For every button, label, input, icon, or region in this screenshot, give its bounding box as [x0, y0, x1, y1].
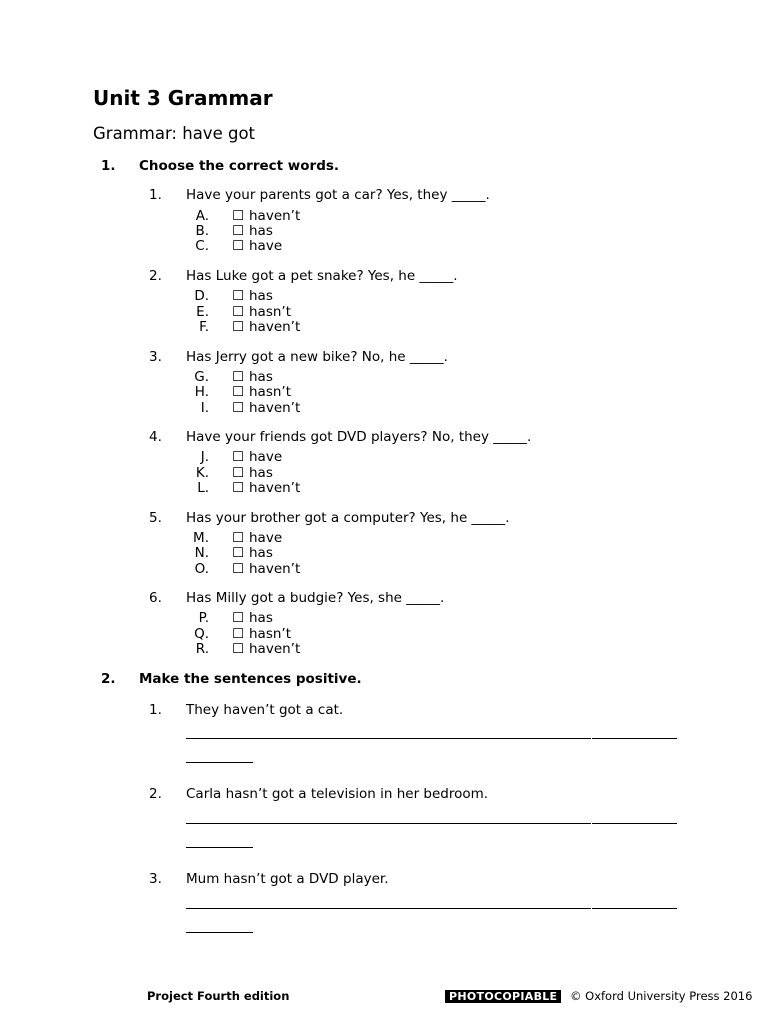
checkbox[interactable]: ☐	[232, 304, 245, 320]
option-letter: B.	[195, 223, 209, 239]
option-text: haven’t	[249, 641, 301, 657]
checkbox[interactable]: ☐	[232, 561, 245, 577]
checkbox[interactable]: ☐	[232, 641, 245, 657]
option-text: hasn’t	[249, 304, 292, 320]
answer-line[interactable]	[592, 908, 677, 909]
option-text: has	[249, 223, 273, 239]
option-letter: L.	[197, 480, 209, 496]
checkbox[interactable]: ☐	[232, 238, 245, 254]
option-letter: M.	[193, 530, 209, 546]
question-number: 4.	[149, 429, 162, 445]
option-letter: N.	[194, 545, 209, 561]
section-2-instruction: Make the sentences positive.	[139, 671, 362, 687]
checkbox[interactable]: ☐	[232, 223, 245, 239]
option-text: has	[249, 288, 273, 304]
option-letter: A.	[195, 208, 209, 224]
option-letter: J.	[200, 449, 209, 465]
option-text: has	[249, 369, 273, 385]
option-text: have	[249, 238, 283, 254]
option-letter: F.	[199, 319, 209, 335]
option-text: haven’t	[249, 319, 301, 335]
option-letter: G.	[194, 369, 209, 385]
question-number: 5.	[149, 510, 162, 526]
option-letter: Q.	[194, 626, 209, 642]
checkbox[interactable]: ☐	[232, 530, 245, 546]
checkbox[interactable]: ☐	[232, 449, 245, 465]
question-text: Mum hasn’t got a DVD player.	[186, 871, 389, 887]
option-letter: C.	[195, 238, 209, 254]
question-text: Has Luke got a pet snake? Yes, he _____.	[186, 268, 458, 284]
option-letter: P.	[198, 610, 209, 626]
checkbox[interactable]: ☐	[232, 384, 245, 400]
question-number: 2.	[149, 268, 162, 284]
checkbox[interactable]: ☐	[232, 610, 245, 626]
answer-line[interactable]	[186, 762, 253, 763]
checkbox[interactable]: ☐	[232, 480, 245, 496]
option-text: has	[249, 465, 273, 481]
option-letter: K.	[195, 465, 209, 481]
option-text: haven’t	[249, 400, 301, 416]
section-1-instruction: Choose the correct words.	[139, 158, 340, 174]
answer-line[interactable]	[186, 847, 253, 848]
option-text: has	[249, 545, 273, 561]
question-number: 3.	[149, 349, 162, 365]
question-number: 2.	[149, 786, 162, 802]
page-subtitle: Grammar: have got	[93, 124, 256, 143]
question-text: They haven’t got a cat.	[186, 702, 344, 718]
option-text: hasn’t	[249, 626, 292, 642]
checkbox[interactable]: ☐	[232, 400, 245, 416]
footer-edition: Project Fourth edition	[147, 989, 290, 1003]
checkbox[interactable]: ☐	[232, 369, 245, 385]
option-letter: I.	[200, 400, 209, 416]
question-number: 1.	[149, 187, 162, 203]
footer-copyright: © Oxford University Press 2016	[570, 989, 753, 1003]
checkbox[interactable]: ☐	[232, 465, 245, 481]
question-text: Have your parents got a car? Yes, they _____.	[186, 187, 490, 203]
answer-line[interactable]	[592, 738, 677, 739]
question-number: 1.	[149, 702, 162, 718]
answer-line[interactable]	[186, 932, 253, 933]
option-letter: D.	[194, 288, 209, 304]
answer-line[interactable]	[186, 738, 591, 739]
checkbox[interactable]: ☐	[232, 319, 245, 335]
checkbox[interactable]: ☐	[232, 545, 245, 561]
option-text: haven’t	[249, 208, 301, 224]
answer-line[interactable]	[186, 908, 591, 909]
option-text: have	[249, 530, 283, 546]
question-number: 3.	[149, 871, 162, 887]
answer-line[interactable]	[592, 823, 677, 824]
question-number: 6.	[149, 590, 162, 606]
answer-line[interactable]	[186, 823, 591, 824]
photocopiable-badge: PHOTOCOPIABLE	[445, 990, 561, 1003]
section-1-number: 1.	[101, 158, 116, 174]
option-letter: H.	[194, 384, 209, 400]
option-letter: E.	[196, 304, 209, 320]
option-text: haven’t	[249, 561, 301, 577]
section-2-number: 2.	[101, 671, 116, 687]
question-text: Carla hasn’t got a television in her bedroom.	[186, 786, 489, 802]
option-text: haven’t	[249, 480, 301, 496]
option-text: hasn’t	[249, 384, 292, 400]
checkbox[interactable]: ☐	[232, 208, 245, 224]
option-text: has	[249, 610, 273, 626]
option-text: have	[249, 449, 283, 465]
question-text: Has Milly got a budgie? Yes, she _____.	[186, 590, 445, 606]
checkbox[interactable]: ☐	[232, 626, 245, 642]
question-text: Has Jerry got a new bike? No, he _____.	[186, 349, 448, 365]
option-letter: O.	[194, 561, 209, 577]
question-text: Have your friends got DVD players? No, they _____.	[186, 429, 532, 445]
option-letter: R.	[195, 641, 209, 657]
checkbox[interactable]: ☐	[232, 288, 245, 304]
question-text: Has your brother got a computer? Yes, he _____.	[186, 510, 510, 526]
page-title: Unit 3 Grammar	[93, 86, 273, 110]
